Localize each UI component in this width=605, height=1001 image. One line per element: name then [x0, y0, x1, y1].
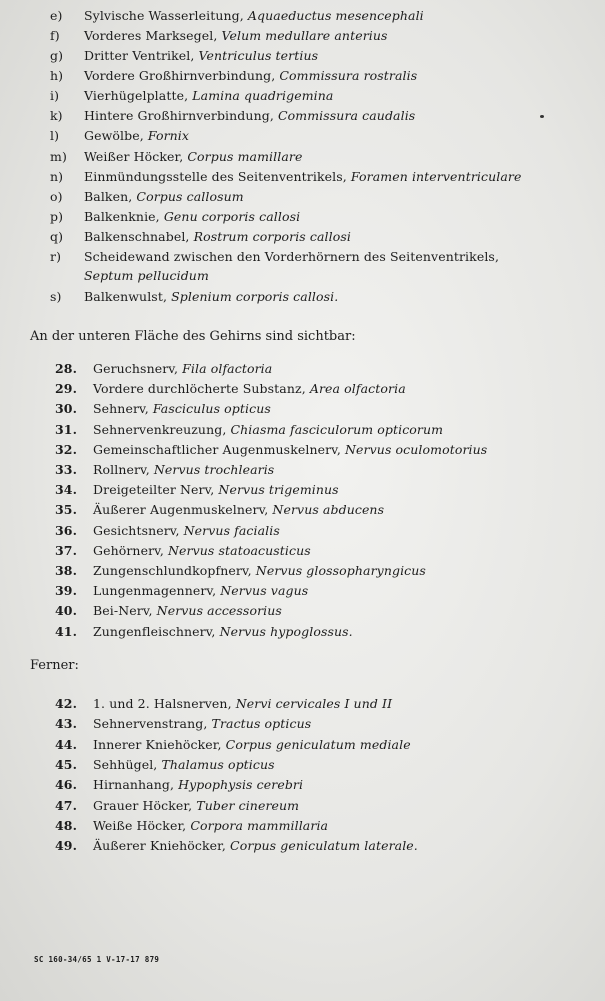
german-term: Balken,: [84, 189, 133, 204]
list-item: [55, 543, 311, 559]
item-marker: p): [50, 209, 64, 224]
latin-term: Lamina quadrigemina: [192, 88, 334, 103]
german-term: Sylvische Wasserleitung,: [84, 8, 244, 23]
item-number: 45.: [55, 756, 78, 772]
german-term: Einmündungsstelle des Seitenventrikels,: [84, 169, 347, 184]
item-marker: l): [50, 128, 60, 143]
german-term: Gemeinschaftlicher Augenmuskelnerv,: [93, 441, 341, 457]
list-item: [50, 209, 300, 225]
item-marker: n): [50, 169, 64, 184]
german-term: Hintere Großhirnverbindung,: [84, 108, 274, 123]
german-term: Balkenknie,: [84, 209, 160, 224]
latin-term: Corpus callosum: [136, 189, 244, 204]
latin-term: Rostrum corporis callosi: [193, 229, 351, 244]
german-term: Gesichtsnerv,: [93, 522, 180, 538]
list-item: [50, 229, 351, 245]
list-item: [50, 88, 333, 104]
ink-speck: [540, 115, 544, 118]
item-number: 31.: [55, 421, 78, 437]
latin-term: Chiasma fasciculorum opticorum: [230, 421, 444, 437]
item-number: 43.: [55, 716, 78, 732]
latin-term: Area olfactoria: [309, 381, 406, 397]
latin-term: Thalamus opticus: [161, 756, 275, 772]
print-code-footer: SC 160-34/65 1 V-17-17 879: [34, 955, 160, 964]
list-item: [50, 169, 521, 185]
latin-term: Fila olfactoria: [182, 361, 273, 376]
list-item: [50, 189, 244, 205]
item-number: 47.: [55, 797, 78, 813]
german-term: Balkenschnabel,: [84, 229, 190, 244]
list-item: [50, 268, 209, 284]
latin-term: Splenium corporis callosi.: [171, 289, 339, 304]
item-marker: m): [50, 149, 67, 164]
item-marker: f): [50, 28, 60, 43]
german-term: Äußerer Augenmuskelnerv,: [93, 502, 269, 518]
german-term: 1. und 2. Halsnerven,: [93, 696, 232, 711]
german-term: Sehnerv,: [93, 401, 149, 417]
latin-term: Nervus oculomotorius: [345, 441, 488, 457]
german-term: Weiße Höcker,: [93, 817, 187, 833]
item-marker: s): [50, 289, 62, 304]
item-number: 35.: [55, 502, 78, 518]
item-number: 37.: [55, 542, 78, 558]
list-item: [50, 108, 415, 124]
latin-term: Genu corporis callosi: [163, 209, 301, 224]
item-number: 44.: [55, 736, 78, 752]
latin-term: Corpora mammillaria: [190, 817, 329, 833]
list-item: [50, 289, 338, 305]
item-number: 48.: [55, 817, 78, 833]
list-item: [55, 401, 271, 417]
list-item: [55, 462, 274, 478]
german-term: Gehörnerv,: [93, 542, 164, 558]
german-term: Zungenfleischnerv,: [93, 623, 216, 639]
item-number: 39.: [55, 583, 78, 599]
list-item: [55, 818, 328, 834]
list-item: [55, 482, 339, 498]
item-number: 32.: [55, 441, 78, 457]
latin-term: Nervus accessorius: [156, 603, 282, 619]
list-item: [55, 624, 353, 640]
german-term: Balkenwulst,: [84, 289, 168, 304]
list-item: [55, 838, 418, 854]
list-item: [55, 777, 303, 793]
item-number: 42.: [55, 696, 78, 711]
latin-term: Tuber cinereum: [196, 797, 300, 813]
german-term: Vorderes Marksegel,: [84, 28, 218, 43]
latin-term: Corpus geniculatum mediale: [225, 736, 411, 752]
latin-term: Nervus vagus: [220, 583, 309, 599]
list-item: [55, 502, 384, 518]
latin-term: Corpus mamillare: [187, 149, 303, 164]
latin-term: Nervus trigeminus: [218, 482, 339, 498]
item-marker: g): [50, 48, 64, 63]
latin-term: Fasciculus opticus: [152, 401, 271, 417]
list-item: [55, 603, 282, 619]
latin-term: Tractus opticus: [211, 716, 312, 732]
list-item: [55, 696, 392, 712]
list-item: [55, 716, 311, 732]
german-term: Bei-Nerv,: [93, 603, 153, 619]
latin-term: Nervus statoacusticus: [168, 542, 311, 558]
item-number: 30.: [55, 401, 78, 417]
item-number: 46.: [55, 777, 78, 793]
latin-term: Nervus hypoglossus.: [219, 623, 353, 639]
latin-term: Nervi cervicales I und II: [235, 696, 393, 711]
list-item: [50, 128, 189, 144]
item-number: 38.: [55, 563, 78, 578]
latin-term: Nervus trochlearis: [153, 462, 275, 477]
latin-term: Nervus abducens: [272, 502, 385, 518]
list-item: [55, 737, 411, 753]
german-term: Vierhügelplatte,: [84, 88, 189, 103]
item-marker: i): [50, 88, 60, 103]
list-item: [55, 563, 426, 579]
latin-term: Velum medullare anterius: [221, 28, 388, 43]
german-term: Lungenmagennerv,: [93, 583, 217, 599]
item-number: 33.: [55, 462, 78, 477]
german-term: Äußerer Kniehöcker,: [93, 838, 226, 854]
item-number: 29.: [55, 381, 78, 397]
list-item: [50, 48, 318, 64]
list-item: [55, 442, 487, 458]
latin-term: Septum pellucidum: [84, 268, 209, 283]
item-marker: h): [50, 68, 64, 83]
item-marker: e): [50, 8, 63, 23]
german-term: Sehnervenkreuzung,: [93, 421, 227, 437]
item-number: 41.: [55, 623, 78, 639]
latin-term: Hypophysis cerebri: [178, 777, 304, 793]
list-item: [50, 8, 424, 24]
german-term: Rollnerv,: [93, 462, 150, 477]
item-number: 34.: [55, 482, 78, 498]
item-marker: r): [50, 249, 62, 264]
latin-term: Nervus facialis: [183, 522, 280, 538]
latin-term: Nervus glossopharyngicus: [255, 563, 426, 578]
latin-term: Fornix: [147, 128, 190, 143]
section-heading-lower-surface: An der unteren Fläche des Gehirns sind sichtbar:: [30, 329, 356, 344]
german-term: Vordere Großhirnverbindung,: [84, 68, 276, 83]
item-number: 40.: [55, 603, 78, 619]
german-term: Sehnervenstrang,: [93, 716, 208, 732]
list-item: [50, 28, 388, 44]
latin-term: Commissura caudalis: [277, 108, 416, 123]
german-term: Innerer Kniehöcker,: [93, 736, 222, 752]
list-item: [55, 798, 299, 814]
latin-term: Aquaeductus mesencephali: [247, 8, 424, 23]
latin-term: Commissura rostralis: [279, 68, 418, 83]
german-term: Dritter Ventrikel,: [84, 48, 195, 63]
german-term: Gewölbe,: [84, 128, 144, 143]
german-term: Hirnanhang,: [93, 777, 175, 793]
german-term: Vordere durchlöcherte Substanz,: [93, 381, 306, 397]
german-term: Grauer Höcker,: [93, 797, 193, 813]
section-heading-ferner: Ferner:: [30, 658, 79, 673]
german-term: Dreigeteilter Nerv,: [93, 482, 215, 498]
list-item: [55, 583, 308, 599]
list-item: [55, 381, 406, 397]
latin-term: Foramen interventriculare: [350, 169, 522, 184]
list-item: [55, 757, 275, 773]
german-term: Geruchsnerv,: [93, 361, 179, 376]
item-marker: k): [50, 108, 63, 123]
list-item: [55, 422, 443, 438]
item-marker: q): [50, 229, 64, 244]
list-item: [55, 523, 280, 539]
list-item: [55, 361, 272, 377]
german-term: Weißer Höcker,: [84, 149, 184, 164]
german-term: Scheidewand zwischen den Vorderhörnern des Seitenventrikels,: [84, 249, 500, 264]
item-number: 49.: [55, 838, 78, 854]
list-item: [50, 149, 302, 165]
list-item: [50, 249, 499, 265]
latin-term: Ventriculus tertius: [198, 48, 319, 63]
german-term: Sehhügel,: [93, 756, 158, 772]
item-marker: o): [50, 189, 63, 204]
latin-term: Corpus geniculatum laterale.: [230, 838, 418, 854]
item-number: 36.: [55, 522, 78, 538]
german-term: Zungenschlundkopfnerv,: [93, 563, 252, 578]
list-item: [50, 68, 417, 84]
item-number: 28.: [55, 361, 78, 376]
